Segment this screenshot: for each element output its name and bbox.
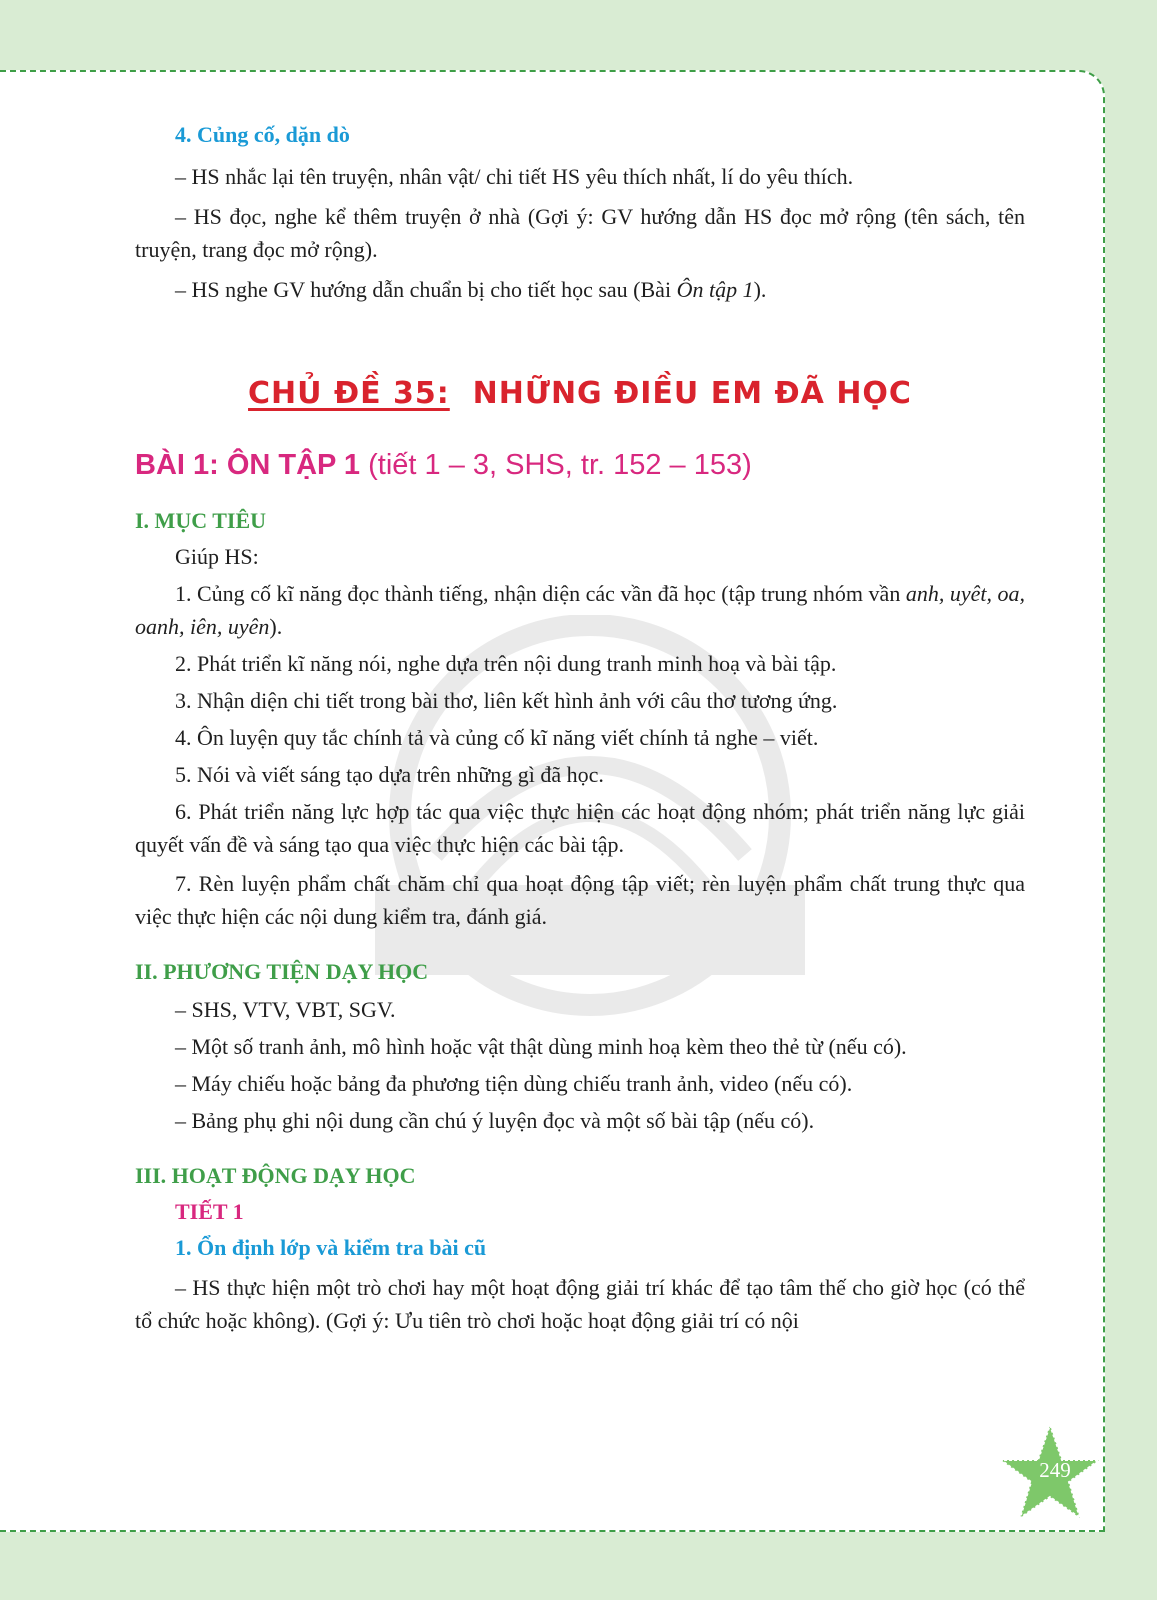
- topic-label: CHỦ ĐỀ 35:: [248, 376, 450, 411]
- text-span: 1. Củng cố kĩ năng đọc thành tiếng, nhận diện các vần đã học (tập trung nhóm vần: [175, 581, 906, 606]
- page-content: [135, 118, 1025, 1337]
- material-item: – Bảng phụ ghi nội dung cần chú ý luyện đọc và một số bài tập (nếu có).: [175, 1108, 815, 1133]
- period-heading: TIẾT 1: [175, 1199, 244, 1224]
- material-item: – Máy chiếu hoặc bảng đa phương tiện dùng chiếu tranh ảnh, video (nếu có).: [175, 1071, 853, 1096]
- material-item: – Một số tranh ảnh, mô hình hoặc vật thật dùng minh hoạ kèm theo thẻ từ (nếu có).: [175, 1034, 907, 1059]
- section-heading-activities: III. HOẠT ĐỘNG DẠY HỌC: [135, 1163, 416, 1188]
- paragraph: Giúp HS:: [175, 544, 259, 569]
- lesson-subtitle: (tiết 1 – 3, SHS, tr. 152 – 153): [368, 449, 752, 481]
- step-heading: 1. Ổn định lớp và kiểm tra bài cũ: [175, 1235, 487, 1260]
- topic-name: NHỮNG ĐIỀU EM ĐÃ HỌC: [472, 376, 912, 411]
- page-number: 249: [1039, 1458, 1071, 1482]
- topic-title: [135, 376, 1025, 411]
- text-span: ).: [753, 277, 767, 302]
- paragraph: [135, 273, 1025, 306]
- text-span: ).: [269, 614, 283, 639]
- section-heading-objectives: I. MỤC TIÊU: [135, 508, 267, 533]
- objective-item: 5. Nói và viết sáng tạo dựa trên những gì đã học.: [175, 762, 604, 787]
- paragraph: – HS nhắc lại tên truyện, nhân vật/ chi tiết HS yêu thích nhất, lí do yêu thích.: [175, 164, 854, 189]
- objective-item: [135, 577, 1025, 643]
- paragraph: – HS thực hiện một trò chơi hay một hoạt động giải trí khác để tạo tâm thế cho giờ học (có thể tổ chức hoặc không). (Gợi ý: Ưu tiên trò chơi hoặc hoạt động giải trí có nội: [135, 1275, 1025, 1333]
- lesson-name: BÀI 1: ÔN TẬP 1: [135, 449, 361, 481]
- paragraph: – HS đọc, nghe kể thêm truyện ở nhà (Gợi ý: GV hướng dẫn HS đọc mở rộng (tên sách, tên truyện, trang đọc mở rộng).: [135, 204, 1025, 262]
- italic-text: anh, uyêt, oa, oanh, iên, uyên: [135, 581, 1025, 639]
- italic-text: Ôn tập 1: [676, 277, 754, 302]
- objective-item: 2. Phát triển kĩ năng nói, nghe dựa trên nội dung tranh minh hoạ và bài tập.: [175, 651, 837, 676]
- section-heading-materials: II. PHƯƠNG TIỆN DẠY HỌC: [135, 959, 429, 984]
- objective-item: 4. Ôn luyện quy tắc chính tả và củng cố kĩ năng viết chính tả nghe – viết.: [175, 725, 819, 750]
- text-span: – HS nghe GV hướng dẫn chuẩn bị cho tiết học sau (Bài: [175, 277, 677, 302]
- objective-item: 3. Nhận diện chi tiết trong bài thơ, liên kết hình ảnh với câu thơ tương ứng.: [175, 688, 838, 713]
- objective-item: 7. Rèn luyện phẩm chất chăm chỉ qua hoạt động tập viết; rèn luyện phẩm chất trung thực qua việc thực hiện các nội dung kiểm tra, đánh giá.: [135, 871, 1025, 929]
- section-heading-consolidation: 4. Củng cố, dặn dò: [175, 122, 350, 147]
- objective-item: 6. Phát triển năng lực hợp tác qua việc thực hiện các hoạt động nhóm; phát triển năng lực giải quyết vấn đề và sáng tạo qua việc thực hiện các bài tập.: [135, 799, 1025, 857]
- material-item: – SHS, VTV, VBT, SGV.: [175, 997, 396, 1022]
- lesson-title: [135, 449, 1025, 482]
